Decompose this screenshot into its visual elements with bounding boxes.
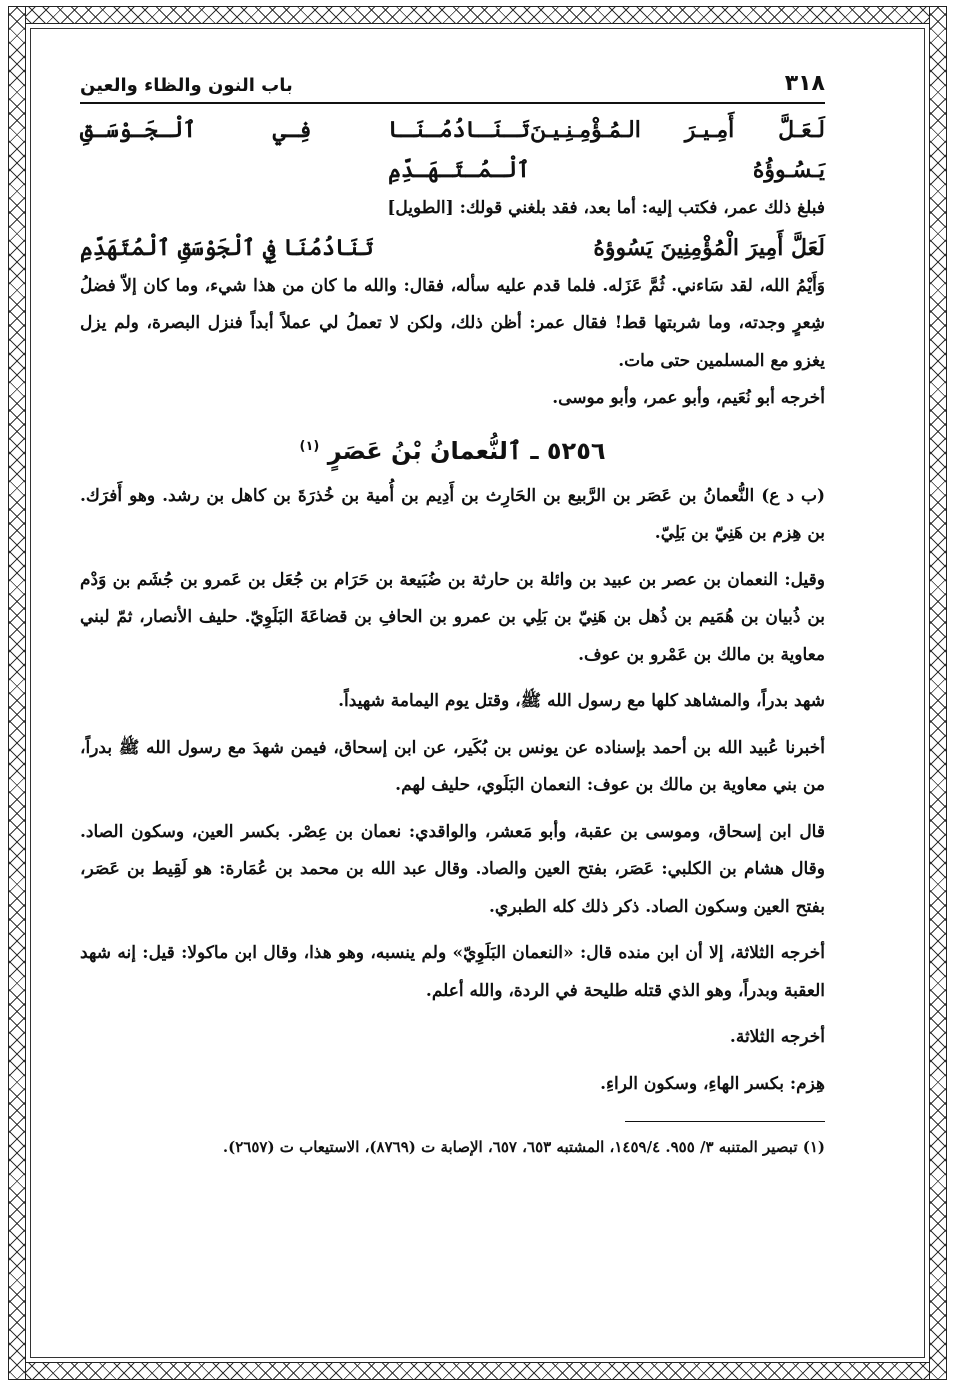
paragraph: هِزم: بكسر الهاءِ، وسكون الراءِ. (600, 1073, 825, 1094)
entry-number: ٥٢٥٦ ـ (530, 436, 606, 465)
paragraph: وقيل: النعمان بن عصر بن عبيد بن وائلة بن حارثة بن ضُبَيعة بن حَرَام بن جُعَل بن عَمرو بن جُشَم بن وَدْم بن ذُبيان بن هُمَيم بن ذُهل بن هَنِيّ بن بَلِي بن عمرو بن الحافِ بن قضاعَةَ البَلَوِيّ. حليف الأنصار، ثمّ لبني معاوية بن مالك بن عَمْرو بن عوف. (80, 569, 825, 665)
decorative-border-bottom (8, 1362, 947, 1380)
verse-1-left-hemistich: تَـنَـادُمُـنَـا فِـي ٱلْـجَـوْسَـقِ ٱلْـمُـتَـهَـدِّمِ (80, 117, 530, 183)
footnote: (١) تبصير المتنبه ٣/ ٩٥٥. ١٤٥٩/٤، المشتبه ٦٥٣، ٦٥٧، الإصابة ت (٨٧٦٩)، الاستيعاب ت (٢٦٥٧). (222, 1138, 825, 1156)
running-header (80, 60, 825, 104)
verse-1-right-hemistich: لَـعَـلَّ أَمِـيـرَ الـمُـؤْمِـنِـيـنَ يَـسُـوؤُهُ (529, 117, 825, 183)
poem-verse-2 (80, 228, 825, 268)
verse-2-right-hemistich: لَعَلَّ أَمِيرَ الْمُؤْمِنِينَ يَسُوؤهُ (593, 234, 825, 261)
decorative-border-right (929, 6, 947, 1380)
chapter-title: باب النون والظاء والعين (80, 75, 293, 96)
entry-heading (80, 424, 825, 474)
paragraph: قال ابن إسحاق، وموسى بن عقبة، وأبو مَعشر، والواقدي: نعمان بن عِصْر. بكسر العين، وسكون الصاد. وقال هشام بن الكلبي: عَصَر، بفتح العين والصاد. وقال عبد الله بن محمد بن عُمَارة: هو لَقِيط بن عَصَر، بفتح العين وسكون الصاد. ذكر ذلك كله الطبري. (80, 821, 825, 917)
paragraph: أخرجه أبو نُعَيم، وأبو عمر، وأبو موسى. (552, 388, 825, 408)
paragraph: أخرجه الثلاثة. (729, 1027, 825, 1047)
paragraph: شهد بدراً، والمشاهد كلها مع رسول الله ﷺ، وقتل يوم اليمامة شهيداً. (338, 691, 825, 711)
decorative-border-left (8, 6, 26, 1380)
page-content (80, 60, 825, 1320)
entry-name: ٱلنُّعمانُ بْنُ عَصَرٍ (327, 436, 522, 465)
footnote-separator (625, 1121, 825, 1122)
paragraph: وَأَيْمُ الله، لقد سَاءني. ثُمَّ عَزَله. فلما قدم عليه سأله، فقال: والله ما كان من هذا شيء، وما كان إلاّ فضلُ شِعرٍ وجدته، وما شربتها قط! فقال عمر: أظن ذلك، ولكن لا تعملُ لي عملاً أبداً فنزل البصرة، ولم يزل يغزو مع المسلمين حتى مات. (80, 275, 825, 371)
paragraph: فبلغ ذلك عمر، فكتب إليه: أما بعد، فقد بلغني قولك: [الطويل] (387, 198, 825, 218)
poem-verse-1 (80, 110, 825, 190)
paragraph: أخبرنا عُبيد الله بن أحمد بإسناده عن يونس بن بُكَير، عن ابن إسحاق، فيمن شهدَ مع رسول الله ﷺ بدراً، من بني معاوية بن مالك بن عوف: النعمان البَلَوي، حليف لهم. (80, 737, 825, 795)
paragraph: أخرجه الثلاثة، إلا أن ابن منده قال: «النعمان البَلَوِيّ» ولم ينسبه، وهو هذا، وقال ابن ماكولا: قيل: إنه شهد العقبة وبدراً، وهو الذي قتله طليحة في الردة، والله أعلم. (80, 943, 825, 1001)
paragraph: (ب د ع) النُّعمانُ بن عَصَر بن الرَّبيع بن الحَارِث بن أَدِيم بن أُمية بن خُذرَةَ بن كاهل بن رشد. وهو أَفرَك. بن هِزم بن هَنِيّ بن بَلِيّ. (80, 485, 825, 543)
verse-2-left-hemistich: تَنَادُمُنَا فِي ٱلْجَوْسَقِ ٱلْمُتَهَدِّمِ (80, 234, 374, 261)
decorative-border-top (8, 6, 947, 24)
footnote-marker: (١) (299, 438, 320, 454)
page-number: ٣١٨ (784, 71, 825, 96)
